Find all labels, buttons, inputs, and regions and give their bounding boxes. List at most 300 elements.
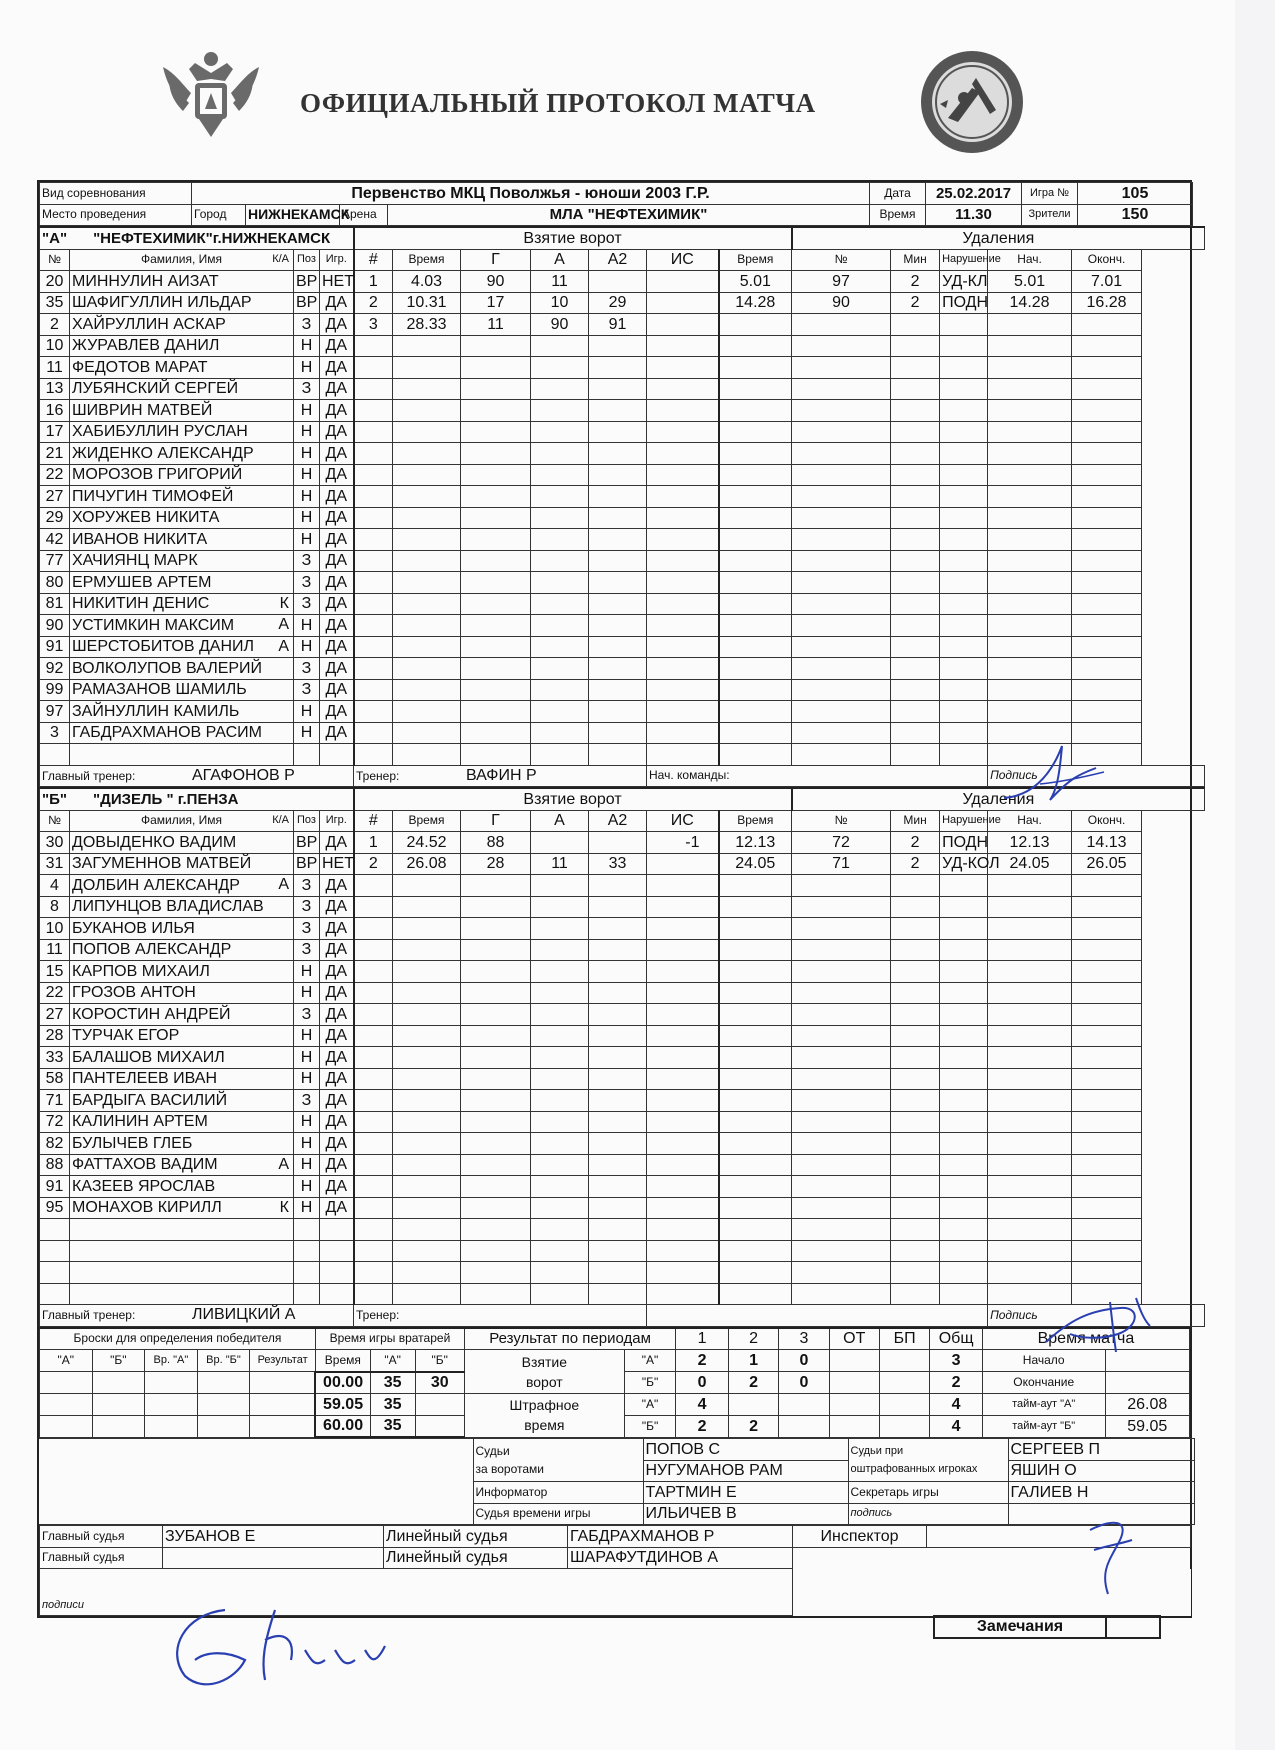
col-pen-time: Время xyxy=(719,810,792,832)
goal-time xyxy=(393,1240,461,1262)
goal-scorer xyxy=(461,1025,531,1047)
goal-situation xyxy=(647,1133,719,1155)
linesman-1: ГАБДРАХМАНОВ Р xyxy=(568,1526,793,1548)
goal-scorer xyxy=(461,1283,531,1305)
goal-situation xyxy=(647,701,719,723)
player-name xyxy=(70,1068,294,1090)
goal-assist-1 xyxy=(531,1111,589,1133)
goal-situation xyxy=(647,1197,719,1219)
penalty-minutes xyxy=(891,679,940,701)
player-name-text: БУКАНОВ ИЛЬЯ xyxy=(72,919,195,937)
penalty-player xyxy=(792,529,891,551)
player-name xyxy=(70,832,294,854)
goal-time xyxy=(393,1090,461,1112)
penalty-time xyxy=(719,939,792,961)
timekeeper-value: ИЛЬИЧЕВ В xyxy=(643,1503,848,1525)
goal-time xyxy=(393,1068,461,1090)
goal-assist-2 xyxy=(589,1111,647,1133)
col-pen-time: Время xyxy=(719,249,792,271)
penalty-minutes xyxy=(891,918,940,940)
shootout-cell xyxy=(250,1372,316,1394)
player-played: ДА xyxy=(320,918,354,940)
summary-table xyxy=(39,1327,1190,1439)
player-row xyxy=(40,292,1205,314)
goal-time xyxy=(393,1197,461,1219)
penalty-start xyxy=(988,701,1072,723)
penalty-minutes xyxy=(891,378,940,400)
goal-assist-1 xyxy=(531,1154,589,1176)
player-played: ДА xyxy=(320,572,354,594)
goal-scorer xyxy=(461,400,531,422)
penalty-minutes xyxy=(891,636,940,658)
penalty-start xyxy=(988,1047,1072,1069)
goal-num xyxy=(354,1219,393,1241)
penalty-minutes xyxy=(891,464,940,486)
player-num: 42 xyxy=(40,529,70,551)
goal-time xyxy=(393,1111,461,1133)
player-name xyxy=(70,636,294,658)
player-played: ДА xyxy=(320,314,354,336)
player-pos xyxy=(294,1283,320,1305)
penalty-violation xyxy=(940,679,988,701)
penalty-end xyxy=(1072,529,1142,551)
goal-time: 10.31 xyxy=(393,292,461,314)
team-name: "НЕФТЕХИМИК"г.НИЖНЕКАМСК xyxy=(93,229,331,247)
goal-situation xyxy=(647,744,719,766)
player-row xyxy=(40,658,1205,680)
penalty-violation xyxy=(940,1133,988,1155)
player-num: 92 xyxy=(40,658,70,680)
penalty-end xyxy=(1072,507,1142,529)
penalty-violation xyxy=(940,961,988,983)
goal-situation xyxy=(647,1090,719,1112)
goal-scorer xyxy=(461,443,531,465)
goal-assist-1 xyxy=(531,636,589,658)
penalty-end xyxy=(1072,658,1142,680)
player-pos: Н xyxy=(294,1154,320,1176)
penalty-end xyxy=(1072,335,1142,357)
player-played: ДА xyxy=(320,593,354,615)
goals-section-title: Взятие ворот xyxy=(354,227,792,249)
penalty-violation xyxy=(940,1025,988,1047)
goalie-b: 30 xyxy=(415,1372,464,1394)
team-b-table xyxy=(39,787,1205,1327)
player-pos: З xyxy=(294,658,320,680)
goal-assist-2 xyxy=(589,593,647,615)
goal-scorer xyxy=(461,1004,531,1026)
player-name-text: ЛУБЯНСКИЙ СЕРГЕЙ xyxy=(72,380,239,398)
secretary-signature-icon xyxy=(1080,1510,1140,1600)
col-is: ИС xyxy=(647,249,719,271)
goal-scorer xyxy=(461,636,531,658)
penalty-minutes xyxy=(891,1240,940,1262)
col-igr: Игр. xyxy=(320,810,354,832)
player-num: 29 xyxy=(40,507,70,529)
periods-title: Результат по периодам xyxy=(464,1328,675,1350)
goal-assist-1 xyxy=(531,486,589,508)
goal-assist-1 xyxy=(531,615,589,637)
penalty-start xyxy=(988,636,1072,658)
penalty-start: 5.01 xyxy=(988,271,1072,293)
player-num: 10 xyxy=(40,335,70,357)
goal-assist-2 xyxy=(589,832,647,854)
player-num: 17 xyxy=(40,421,70,443)
penalty-time xyxy=(719,593,792,615)
penalty-player xyxy=(792,400,891,422)
goal-time: 26.08 xyxy=(393,853,461,875)
penalty-player: 71 xyxy=(792,853,891,875)
goalie-a: 35 xyxy=(370,1394,415,1416)
penalty-violation xyxy=(940,314,988,336)
linesman-label: Линейный судья xyxy=(384,1526,568,1548)
penalty-time xyxy=(719,335,792,357)
penalty-time xyxy=(719,615,792,637)
player-row xyxy=(40,701,1205,723)
player-name-text: ХОРУЖЕВ НИКИТА xyxy=(72,509,220,527)
col-start: Нач. xyxy=(988,810,1072,832)
goal-num xyxy=(354,1025,393,1047)
time-label: Время xyxy=(870,204,926,226)
goal-scorer xyxy=(461,1197,531,1219)
secretary-value: ГАЛИЕВ Н xyxy=(1008,1482,1194,1504)
goal-time xyxy=(393,615,461,637)
spectators-label: Зрители xyxy=(1022,204,1078,226)
goal-assist-1 xyxy=(531,1197,589,1219)
goal-time xyxy=(393,1133,461,1155)
shootout-cell xyxy=(92,1415,145,1437)
penalty-minutes xyxy=(891,507,940,529)
player-row xyxy=(40,1004,1205,1026)
player-name-text: ЖИДЕНКО АЛЕКСАНДР xyxy=(72,444,254,462)
penalty-violation xyxy=(940,939,988,961)
goal-situation xyxy=(647,507,719,529)
player-played: ДА xyxy=(320,443,354,465)
player-pos: З xyxy=(294,896,320,918)
penalty-start xyxy=(988,918,1072,940)
goal-scorer xyxy=(461,1262,531,1284)
penalty-end xyxy=(1072,464,1142,486)
player-num: 80 xyxy=(40,572,70,594)
player-pos: Н xyxy=(294,507,320,529)
goal-assist-2 xyxy=(589,1068,647,1090)
penalty-violation xyxy=(940,744,988,766)
player-name xyxy=(70,443,294,465)
timeout-a-label: тайм-аут "А" xyxy=(982,1394,1105,1416)
penalty-end xyxy=(1072,1133,1142,1155)
player-pos: З xyxy=(294,314,320,336)
goalie-a: 35 xyxy=(370,1415,415,1437)
player-pos: З xyxy=(294,875,320,897)
officials-table xyxy=(39,1438,1195,1525)
penalty-minutes xyxy=(891,1219,940,1241)
goal-num xyxy=(354,529,393,551)
player-name-text: ГРОЗОВ АНТОН xyxy=(72,984,196,1002)
penalty-time xyxy=(719,896,792,918)
goalie-col-a: "А" xyxy=(370,1350,415,1372)
penalty-player xyxy=(792,918,891,940)
player-pos: Н xyxy=(294,400,320,422)
goal-assist-2 xyxy=(589,443,647,465)
penalty-player xyxy=(792,658,891,680)
goal-num xyxy=(354,1133,393,1155)
player-name xyxy=(70,918,294,940)
player-name xyxy=(70,550,294,572)
player-played: ДА xyxy=(320,1004,354,1026)
coach-value: ВАФИН Р xyxy=(466,766,537,784)
player-played: ДА xyxy=(320,615,354,637)
player-name xyxy=(70,271,294,293)
penalty-start xyxy=(988,875,1072,897)
player-name xyxy=(70,744,294,766)
player-row xyxy=(40,400,1205,422)
player-played xyxy=(320,1219,354,1241)
goal-situation xyxy=(647,400,719,422)
penalty-start: 24.05 xyxy=(988,853,1072,875)
player-pos: Н xyxy=(294,1025,320,1047)
goal-situation xyxy=(647,378,719,400)
goalie-col-b: "Б" xyxy=(415,1350,464,1372)
penalty-judge-1: СЕРГЕЕВ П xyxy=(1008,1439,1194,1461)
player-played: ДА xyxy=(320,658,354,680)
goal-time xyxy=(393,982,461,1004)
penalty-minutes xyxy=(891,593,940,615)
head-coach-cell xyxy=(40,1305,354,1327)
goal-situation xyxy=(647,464,719,486)
player-num: 20 xyxy=(40,271,70,293)
captain-mark: К xyxy=(279,1198,289,1216)
penalty-time xyxy=(719,701,792,723)
col-pen-num: № xyxy=(792,249,891,271)
penalty-minutes xyxy=(891,896,940,918)
player-num: 10 xyxy=(40,918,70,940)
linesman-2: ШАРАФУТДИНОВ А xyxy=(568,1547,793,1569)
captain-mark: А xyxy=(278,616,289,633)
goal-assist-1 xyxy=(531,335,589,357)
goal-num: 2 xyxy=(354,853,393,875)
penalty-end xyxy=(1072,357,1142,379)
shootout-cell xyxy=(92,1394,145,1416)
player-num: 91 xyxy=(40,1176,70,1198)
goal-num xyxy=(354,550,393,572)
goal-num xyxy=(354,400,393,422)
goal-scorer xyxy=(461,918,531,940)
goal-scorer xyxy=(461,1090,531,1112)
goal-num xyxy=(354,1197,393,1219)
penalty-end xyxy=(1072,572,1142,594)
player-name xyxy=(70,335,294,357)
goal-num xyxy=(354,486,393,508)
goals-b-bp xyxy=(879,1372,929,1394)
player-name xyxy=(70,982,294,1004)
goal-num xyxy=(354,1047,393,1069)
player-name xyxy=(70,896,294,918)
goal-num xyxy=(354,1283,393,1305)
referee-2 xyxy=(163,1547,384,1569)
goal-situation xyxy=(647,1262,719,1284)
time-value: 11.30 xyxy=(926,204,1022,226)
penalty-start xyxy=(988,1240,1072,1262)
goal-assist-2 xyxy=(589,335,647,357)
penalty-time xyxy=(719,1240,792,1262)
goal-num xyxy=(354,615,393,637)
penalty-time xyxy=(719,486,792,508)
player-name xyxy=(70,1090,294,1112)
penalty-start xyxy=(988,443,1072,465)
player-row xyxy=(40,443,1205,465)
period-col-2: 2 xyxy=(728,1328,778,1350)
penalty-player xyxy=(792,982,891,1004)
team-name: "ДИЗЕЛЬ " г.ПЕНЗА xyxy=(93,790,239,808)
timekeeper-label: Судья времени игры xyxy=(473,1503,643,1525)
penalties-section-title: Удаления xyxy=(792,788,1205,810)
goal-assist-2: 91 xyxy=(589,314,647,336)
goal-assist-1 xyxy=(531,1176,589,1198)
penalty-violation xyxy=(940,529,988,551)
coach-cell xyxy=(354,1305,647,1327)
penalty-time xyxy=(719,572,792,594)
player-num: 4 xyxy=(40,875,70,897)
col-pos: Поз xyxy=(294,810,320,832)
penalty-violation xyxy=(940,464,988,486)
informer-label: Информатор xyxy=(473,1482,643,1504)
goal-situation xyxy=(647,679,719,701)
penalty-time xyxy=(719,1090,792,1112)
goal-scorer xyxy=(461,529,531,551)
goal-assist-1 xyxy=(531,1025,589,1047)
goal-scorer: 90 xyxy=(461,271,531,293)
penalty-start xyxy=(988,939,1072,961)
player-pos: З xyxy=(294,1004,320,1026)
city-value: НИЖНЕКАМСК xyxy=(246,204,340,226)
penalty-judges-label: Судьи при оштрафованных игроках xyxy=(848,1439,1008,1482)
goals-a-total: 3 xyxy=(930,1350,983,1372)
goal-assist-1 xyxy=(531,982,589,1004)
penalty-player: 97 xyxy=(792,271,891,293)
pen-a-p2 xyxy=(728,1394,778,1416)
player-num: 88 xyxy=(40,1154,70,1176)
goals-b-ot xyxy=(829,1372,879,1394)
signature-label: Подпись xyxy=(988,765,1205,787)
goal-time xyxy=(393,701,461,723)
player-pos: Н xyxy=(294,464,320,486)
penalty-violation xyxy=(940,896,988,918)
goal-assist-2 xyxy=(589,679,647,701)
player-name xyxy=(70,1111,294,1133)
penalty-end xyxy=(1072,918,1142,940)
player-name-text: МОРОЗОВ ГРИГОРИЙ xyxy=(72,466,243,484)
penalty-violation xyxy=(940,335,988,357)
player-name xyxy=(70,1283,294,1305)
penalty-end xyxy=(1072,615,1142,637)
penalty-end xyxy=(1072,486,1142,508)
goal-num xyxy=(354,1111,393,1133)
goal-num xyxy=(354,443,393,465)
player-pos: З xyxy=(294,572,320,594)
goal-time xyxy=(393,658,461,680)
goal-assist-2 xyxy=(589,701,647,723)
goal-assist-2 xyxy=(589,572,647,594)
penalty-end xyxy=(1072,443,1142,465)
goal-num xyxy=(354,918,393,940)
goal-assist-2 xyxy=(589,896,647,918)
penalty-start xyxy=(988,400,1072,422)
penalty-minutes xyxy=(891,1176,940,1198)
player-name xyxy=(70,1133,294,1155)
player-played: ДА xyxy=(320,679,354,701)
player-played xyxy=(320,744,354,766)
penalty-start xyxy=(988,1262,1072,1284)
player-name-text: БУЛЫЧЕВ ГЛЕБ xyxy=(72,1134,193,1152)
penalty-violation xyxy=(940,1262,988,1284)
goal-assist-1 xyxy=(531,529,589,551)
penalty-violation xyxy=(940,875,988,897)
col-name xyxy=(70,810,294,832)
player-row xyxy=(40,961,1205,983)
goal-assist-1 xyxy=(531,550,589,572)
penalty-violation xyxy=(940,507,988,529)
penalty-minutes xyxy=(891,722,940,744)
col-a: А xyxy=(531,810,589,832)
coach-row xyxy=(40,1305,1205,1327)
goal-num xyxy=(354,572,393,594)
goal-num xyxy=(354,875,393,897)
period-col-total: Общ xyxy=(930,1328,983,1350)
goal-assist-2 xyxy=(589,507,647,529)
col-igr: Игр. xyxy=(320,249,354,271)
goal-scorer xyxy=(461,335,531,357)
goal-time xyxy=(393,1219,461,1241)
penalty-minutes xyxy=(891,744,940,766)
pen-a-ot xyxy=(829,1394,879,1416)
penalty-end xyxy=(1072,421,1142,443)
col-end: Оконч. xyxy=(1072,810,1142,832)
player-pos: З xyxy=(294,378,320,400)
pen-b-p2: 2 xyxy=(728,1415,778,1437)
player-played: ДА xyxy=(320,636,354,658)
player-num: 99 xyxy=(40,679,70,701)
player-name-text: ФАТТАХОВ ВАДИМ xyxy=(72,1156,218,1174)
player-played: ДА xyxy=(320,1133,354,1155)
penalty-minutes: 2 xyxy=(891,832,940,854)
player-name xyxy=(70,314,294,336)
penalty-time xyxy=(719,1219,792,1241)
penalty-start xyxy=(988,1197,1072,1219)
goal-num xyxy=(354,896,393,918)
inspector-value xyxy=(927,1526,1191,1548)
timeout-b-value: 59.05 xyxy=(1105,1415,1189,1437)
penalty-end xyxy=(1072,1197,1142,1219)
player-pos: Н xyxy=(294,1176,320,1198)
penalty-start xyxy=(988,507,1072,529)
penalty-time xyxy=(719,400,792,422)
goal-scorer xyxy=(461,1111,531,1133)
goal-assist-2 xyxy=(589,918,647,940)
goal-scorer xyxy=(461,572,531,594)
player-name xyxy=(70,1176,294,1198)
goal-num: 2 xyxy=(354,292,393,314)
goal-assist-1 xyxy=(531,832,589,854)
col-violation: Нарушение xyxy=(940,810,988,832)
coach-b-signature-icon xyxy=(1040,1290,1170,1360)
goal-assist-1 xyxy=(531,1240,589,1262)
penalty-violation xyxy=(940,701,988,723)
competition-value: Первенство МКЦ Поволжья - юноши 2003 Г.Р. xyxy=(192,183,870,205)
goal-time xyxy=(393,593,461,615)
player-name xyxy=(70,1025,294,1047)
penalty-start xyxy=(988,1133,1072,1155)
shootout-cell xyxy=(40,1372,93,1394)
player-num xyxy=(40,1262,70,1284)
